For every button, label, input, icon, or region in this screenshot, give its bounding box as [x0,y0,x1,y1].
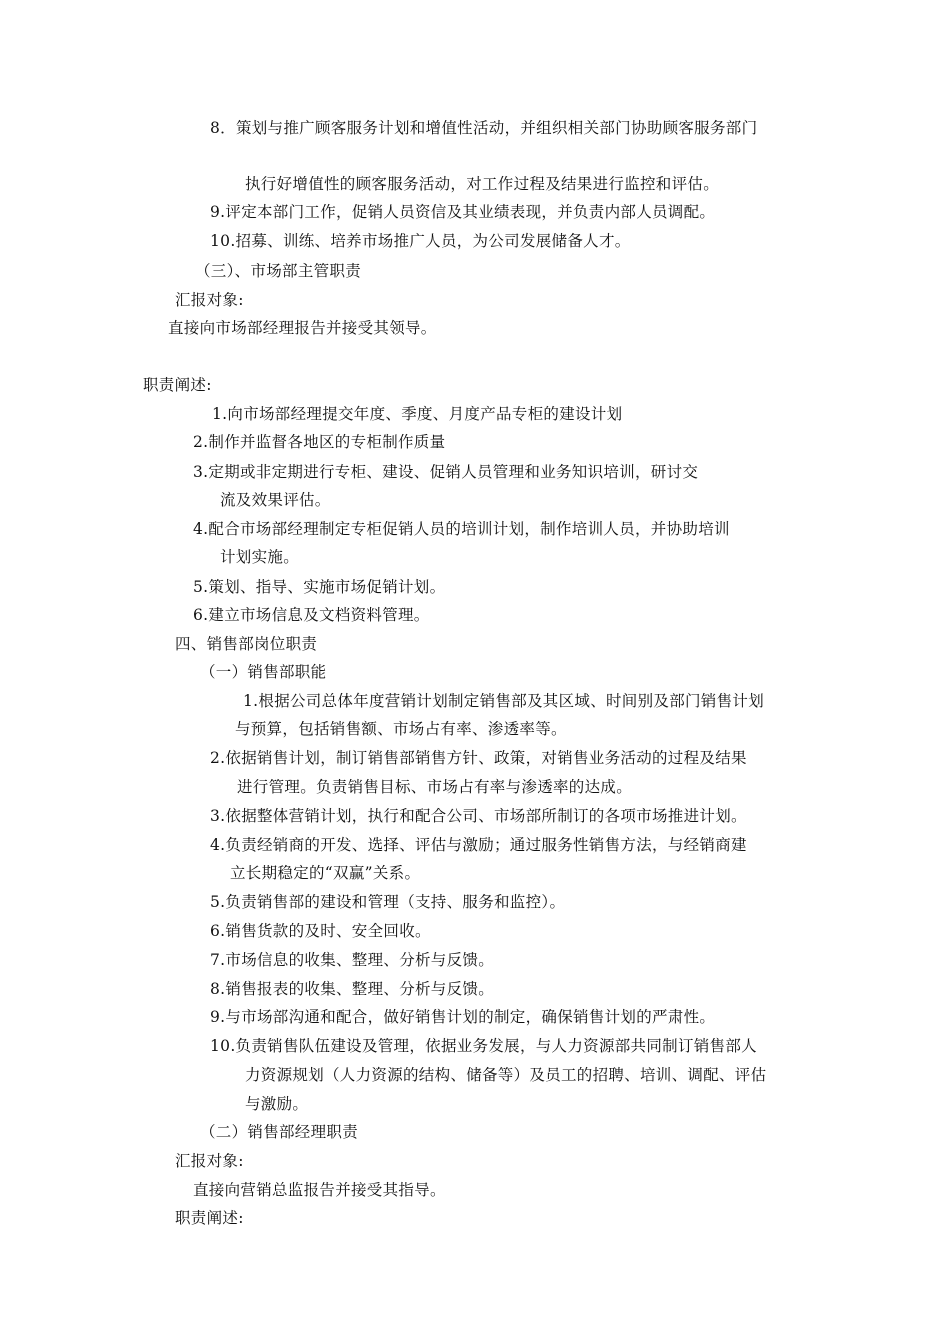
subsection-heading-sales-functions: （一）销售部职能 [200,663,327,681]
function-item-8: 8.销售报表的收集、整理、分析与反馈。 [210,980,494,998]
duties-label: 职责阐述: [143,376,212,394]
function-item-4: 4.负责经销商的开发、选择、评估与激励；通过服务性销售方法，与经销商建 [210,836,747,854]
duty-item-3: 3.定期或非定期进行专柜、建设、促销人员管理和业务知识培训，研讨交 [193,463,699,481]
report-to-text: 直接向市场部经理报告并接受其领导。 [168,319,437,337]
function-item-5: 5.负责销售部的建设和管理（支持、服务和监控）。 [210,893,566,911]
duty-item-3-cont: 流及效果评估。 [220,491,331,509]
section-heading-sales-dept: 四、销售部岗位职责 [175,635,318,653]
list-item-8-cont: 执行好增值性的顾客服务活动，对工作过程及结果进行监控和评估。 [245,175,720,193]
duty-item-5: 5.策划、指导、实施市场促销计划。 [193,578,446,596]
list-item-10: 10.招募、训练、培养市场推广人员，为公司发展储备人才。 [210,232,631,250]
duty-item-1: 1.向市场部经理提交年度、季度、月度产品专柜的建设计划 [212,405,623,423]
list-item-8: 8．策划与推广顾客服务计划和增值性活动，并组织相关部门协助顾客服务部门 [210,119,758,137]
report-to-label: 汇报对象: [175,291,244,309]
subsection-heading-sales-manager: （二）销售部经理职责 [200,1123,359,1141]
function-item-4-cont: 立长期稳定的“双赢”关系。 [230,864,421,882]
function-item-7: 7.市场信息的收集、整理、分析与反馈。 [210,951,494,969]
list-item-9: 9.评定本部门工作，促销人员资信及其业绩表现，并负责内部人员调配。 [210,203,716,221]
duty-item-2: 2.制作并监督各地区的专柜制作质量 [193,433,446,451]
function-item-3: 3.依据整体营销计划，执行和配合公司、市场部所制订的各项市场推进计划。 [210,807,747,825]
function-item-10-cont-1: 力资源规划（人力资源的结构、储备等）及员工的招聘、培训、调配、评估 [245,1066,767,1084]
report-to-label-2: 汇报对象: [175,1152,244,1170]
duty-item-4: 4.配合市场部经理制定专柜促销人员的培训计划，制作培训人员，并协助培训 [193,520,730,538]
function-item-9: 9.与市场部沟通和配合，做好销售计划的制定，确保销售计划的严肃性。 [210,1008,716,1026]
function-item-10-cont-2: 与激励。 [245,1095,309,1113]
function-item-1-cont: 与预算，包括销售额、市场占有率、渗透率等。 [235,720,567,738]
duties-label-2: 职责阐述: [175,1209,244,1227]
function-item-2-cont: 进行管理。负责销售目标、市场占有率与渗透率的达成。 [237,778,633,796]
report-to-text-2: 直接向营销总监报告并接受其指导。 [193,1181,446,1199]
function-item-10: 10.负责销售队伍建设及管理，依据业务发展，与人力资源部共同制订销售部人 [210,1037,757,1055]
section-heading-market-supervisor: （三）、市场部主管职责 [195,262,362,280]
function-item-6: 6.销售货款的及时、安全回收。 [210,922,431,940]
function-item-2: 2.依据销售计划，制订销售部销售方针、政策，对销售业务活动的过程及结果 [210,749,747,767]
function-item-1: 1.根据公司总体年度营销计划制定销售部及其区域、时间别及部门销售计划 [243,692,764,710]
duty-item-6: 6.建立市场信息及文档资料管理。 [193,606,430,624]
duty-item-4-cont: 计划实施。 [220,548,300,566]
